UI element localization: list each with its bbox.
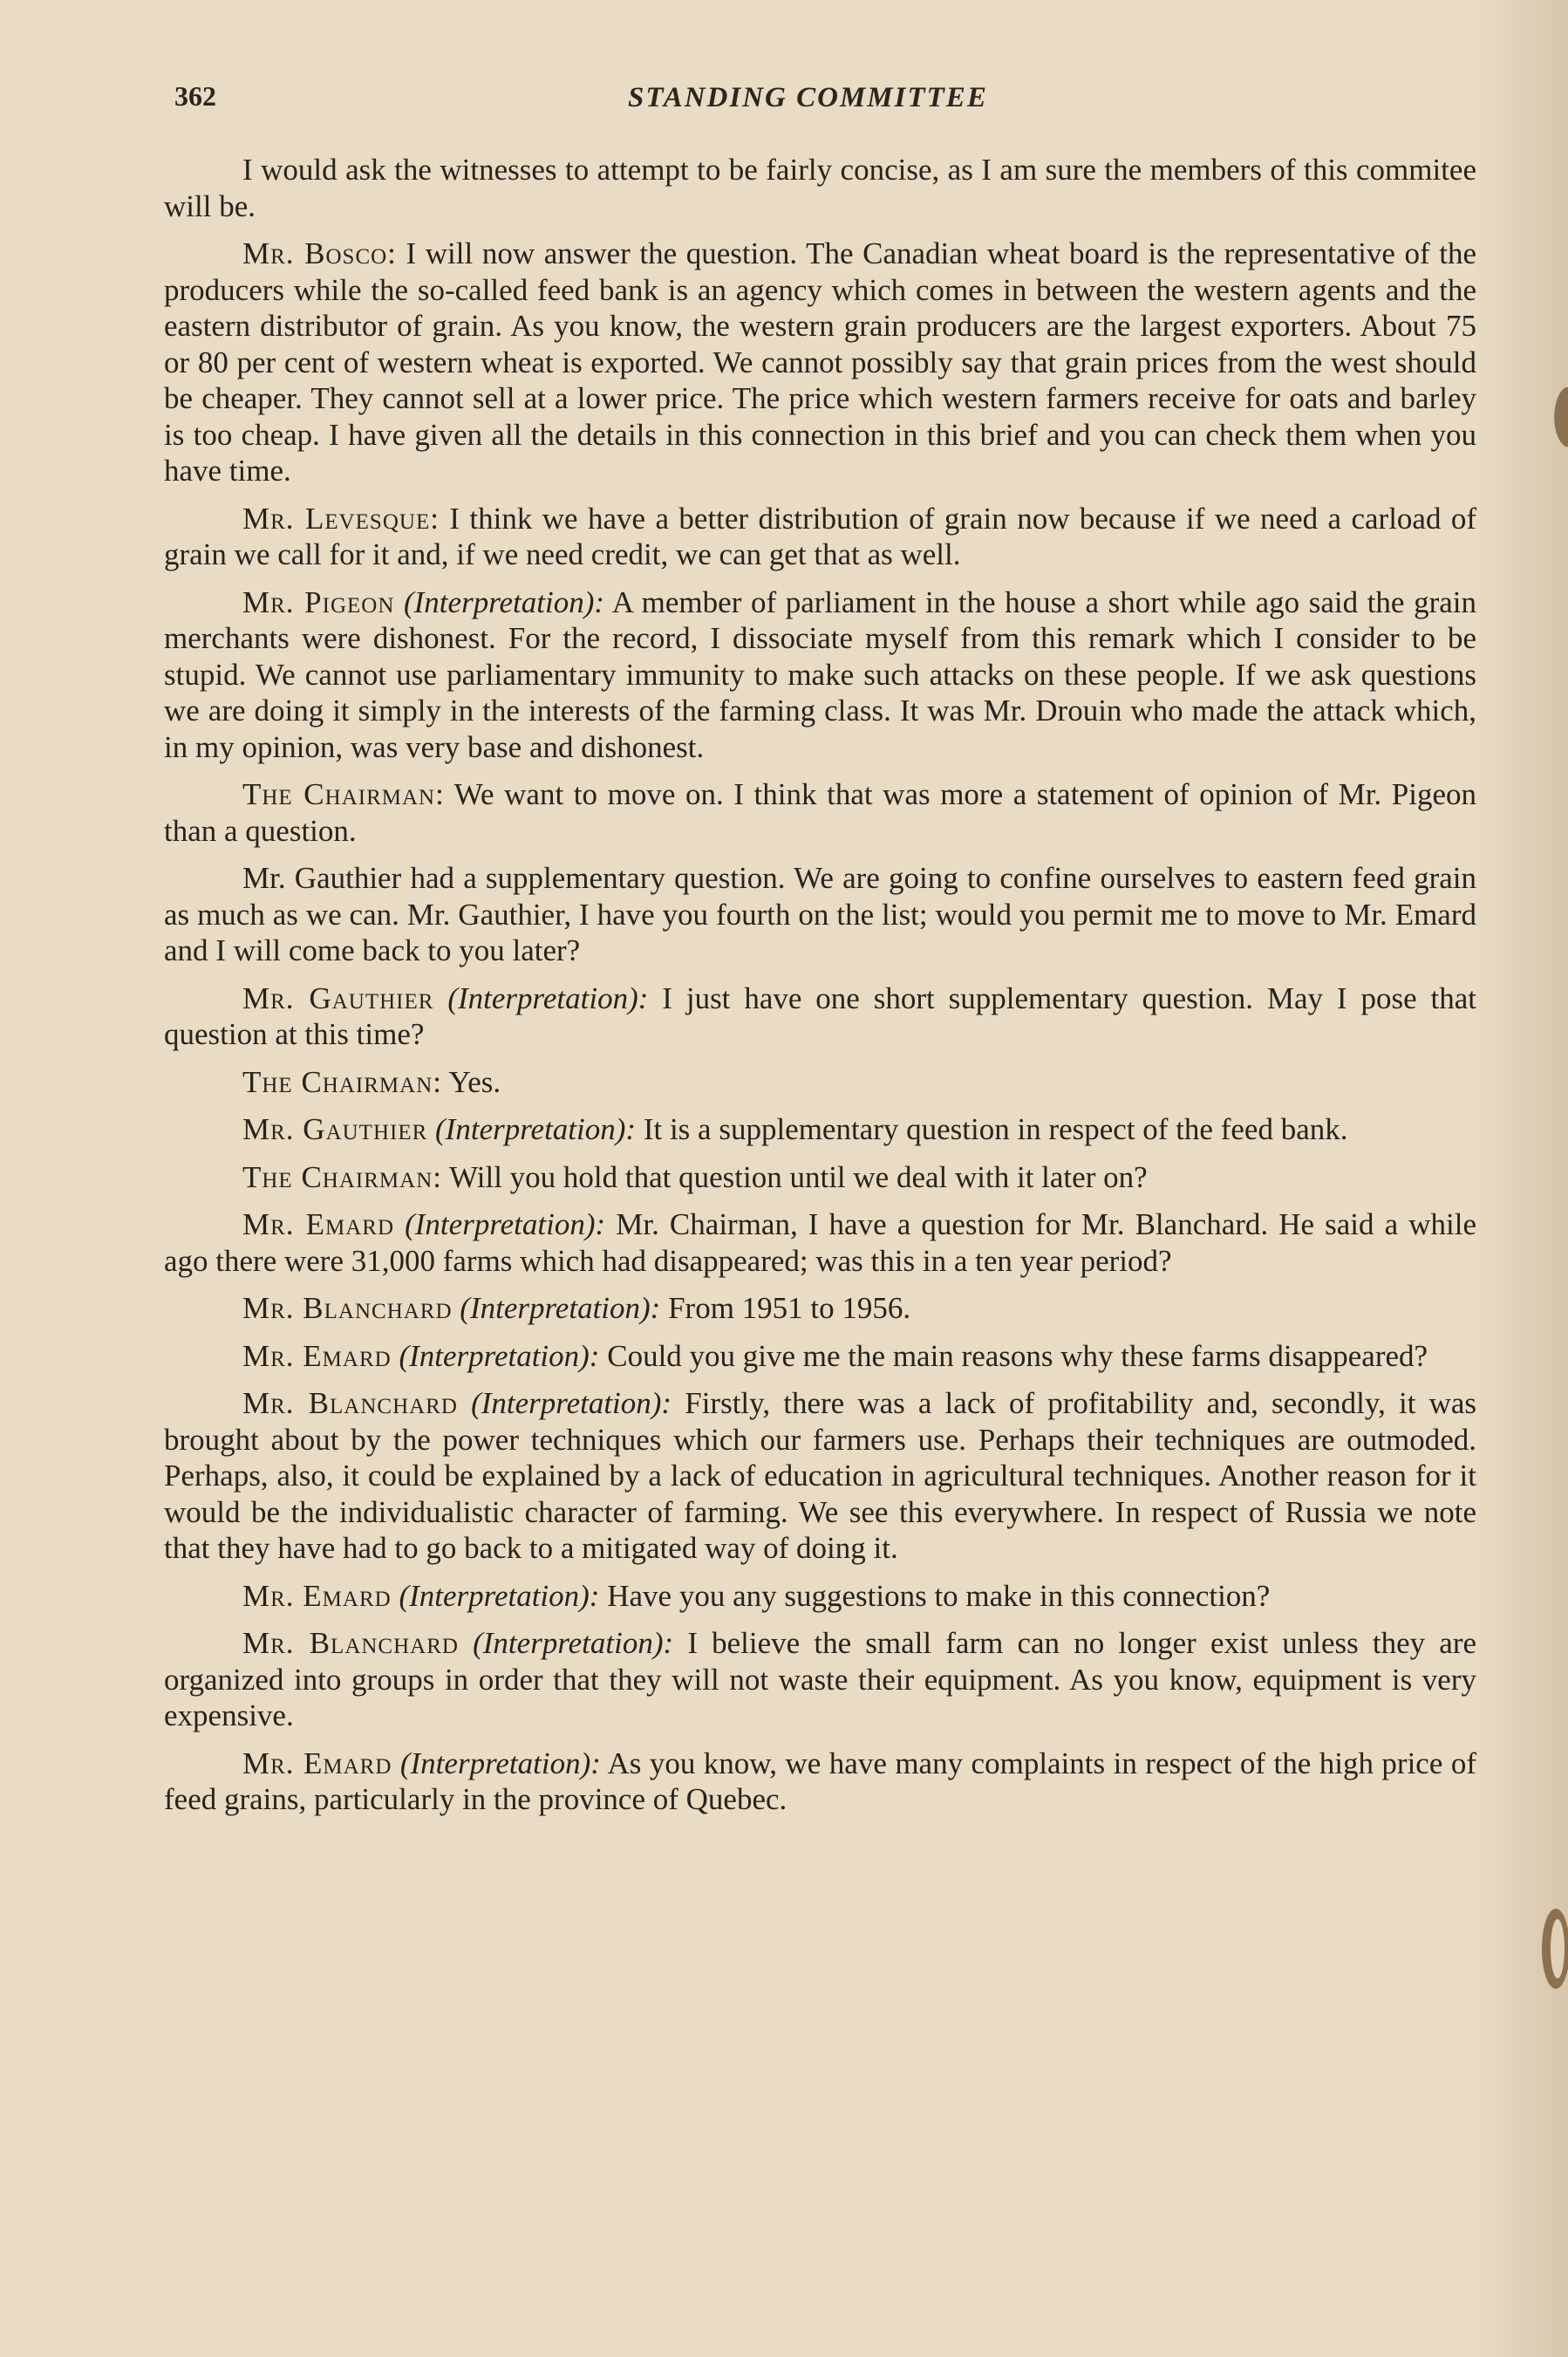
speaker-role: (Interpretation): bbox=[399, 1746, 601, 1780]
paragraph bbox=[164, 1111, 1476, 1148]
paragraph-text: Will you hold that question until we deal with it later on? bbox=[449, 1159, 1148, 1194]
speaker-name: Mr. Blanchard bbox=[242, 1291, 453, 1325]
binding-hole-mark-lower bbox=[1524, 1905, 1568, 1992]
paragraph bbox=[164, 1578, 1476, 1615]
paragraph bbox=[164, 1625, 1476, 1734]
paragraph bbox=[164, 980, 1476, 1053]
paragraph bbox=[164, 501, 1476, 573]
paragraph bbox=[164, 584, 1476, 766]
paragraph-text: Have you any suggestions to make in this connection? bbox=[607, 1578, 1271, 1613]
speaker-role: (Interpretation): bbox=[405, 1207, 606, 1241]
paragraph-text: Could you give me the main reasons why these farms disappeared? bbox=[607, 1338, 1428, 1373]
paragraph bbox=[164, 152, 1476, 224]
paragraph bbox=[164, 1064, 1476, 1101]
speaker-name: The Chairman: bbox=[242, 1159, 442, 1194]
paragraph-text: I would ask the witnesses to attempt to be fairly concise, as I am sure the members of this commitee will be. bbox=[164, 153, 1476, 223]
paragraph-text: I will now answer the question. The Canadian wheat board is the representative of the producers while the so-called feed bank is an agency which comes in between the western agents and the eastern distributor of grain. As you know, the western grain producers are the largest exporters. About 75 or 80 per cent of western wheat is exported. We cannot possibly say that grain prices from the west should be cheaper. They cannot sell at a lower price. The price which western farmers receive for oats and barley is too cheap. I have given all the details in this connection in this brief and you can check them when you have time. bbox=[164, 236, 1477, 488]
speaker-role: (Interpretation): bbox=[399, 1338, 600, 1373]
speaker-name: Mr. Blanchard bbox=[242, 1626, 459, 1660]
paragraph-text: A member of parliament in the house a short while ago said the grain merchants were dishonest. For the record, I dissociate myself from this remark which I consider to be stupid. We cannot use parliamentary immunity to make such attacks on these people. If we ask questions we are doing it simply in the interests of the farming class. It was Mr. Drouin who made the attack which, in my opinion, was very base and dishonest. bbox=[164, 584, 1476, 764]
paragraph bbox=[164, 1206, 1476, 1279]
paragraph-text: Mr. Chairman, I have a question for Mr. Blanchard. He said a while ago there were 31,000 farms which had disappeared; was this in a ten year period? bbox=[164, 1207, 1477, 1278]
speaker-role: (Interpretation): bbox=[473, 1626, 674, 1660]
speaker-name: Mr. Blanchard bbox=[242, 1386, 458, 1420]
speaker-role: (Interpretation): bbox=[447, 980, 649, 1015]
paragraph-text: Yes. bbox=[448, 1064, 501, 1099]
binding-hole-mark-upper bbox=[1548, 386, 1568, 448]
speaker-name: Mr. Emard bbox=[242, 1578, 392, 1613]
paragraph-text: As you know, we have many complaints in respect of the high price of feed grains, particularly in the province of Quebec. bbox=[164, 1746, 1476, 1816]
speaker-name: Mr. Pigeon bbox=[242, 584, 395, 619]
speaker-role: (Interpretation): bbox=[460, 1291, 661, 1325]
paragraph-text: I just have one short supplementary question. May I pose that question at this time? bbox=[164, 980, 1477, 1051]
page-number: 362 bbox=[174, 80, 216, 112]
paragraph bbox=[164, 1338, 1476, 1375]
paragraph-text: From 1951 to 1956. bbox=[668, 1291, 911, 1325]
speaker-name: Mr. Gauthier bbox=[242, 1112, 428, 1146]
paragraph bbox=[164, 776, 1476, 849]
paragraph-text: Firstly, there was a lack of profitability and, secondly, it was brought about by the power techniques which our farmers use. Perhaps their techniques are outmoded. Perhaps, also, it could be explained by a lack of education in agricultural techniques. Another reason for it would be the individualistic character of farming. We see this everywhere. In respect of Russia we note that they have had to go back to a mitigated way of doing it. bbox=[164, 1386, 1477, 1565]
paragraph bbox=[164, 236, 1476, 489]
paragraph bbox=[164, 1385, 1476, 1567]
speaker-role: (Interpretation): bbox=[404, 584, 605, 619]
speaker-role: (Interpretation): bbox=[435, 1112, 637, 1146]
page-header bbox=[174, 80, 1483, 124]
paragraph bbox=[164, 1159, 1476, 1196]
speaker-name: The Chairman: bbox=[242, 777, 445, 811]
speaker-name: Mr. Emard bbox=[242, 1746, 392, 1780]
paragraph-text: We want to move on. I think that was more a statement of opinion of Mr. Pigeon than a question. bbox=[164, 777, 1476, 848]
speaker-name: Mr. Levesque: bbox=[242, 501, 440, 536]
paragraph-text: It is a supplementary question in respect of the feed bank. bbox=[643, 1112, 1348, 1146]
speaker-role: (Interpretation): bbox=[471, 1386, 672, 1420]
paragraph bbox=[164, 1290, 1476, 1327]
speaker-name: The Chairman: bbox=[242, 1064, 442, 1099]
paragraph bbox=[164, 860, 1476, 969]
paragraph bbox=[164, 1746, 1476, 1818]
speaker-name: Mr. Emard bbox=[242, 1338, 392, 1373]
running-head: STANDING COMMITTEE bbox=[628, 82, 988, 113]
paragraph-text: Mr. Gauthier had a supplementary question. We are going to confine ourselves to eastern feed grain as much as we can. Mr. Gauthier, I have you fourth on the list; would you permit me to move to Mr. Emard and I will come back to you later? bbox=[164, 861, 1476, 967]
speaker-name: Mr. Emard bbox=[242, 1207, 395, 1241]
transcript-body bbox=[164, 152, 1476, 1829]
speaker-role: (Interpretation): bbox=[399, 1578, 600, 1613]
paragraph-text: I believe the small farm can no longer exist unless they are organized into groups in order that they will not waste their equipment. As you know, equipment is very expensive. bbox=[164, 1626, 1477, 1732]
speaker-name: Mr. Gauthier bbox=[242, 980, 434, 1015]
paragraph-text: I think we have a better distribution of grain now because if we need a carload of grain we call for it and, if we need credit, we can get that as well. bbox=[164, 501, 1477, 571]
speaker-name: Mr. Bosco: bbox=[242, 236, 397, 270]
